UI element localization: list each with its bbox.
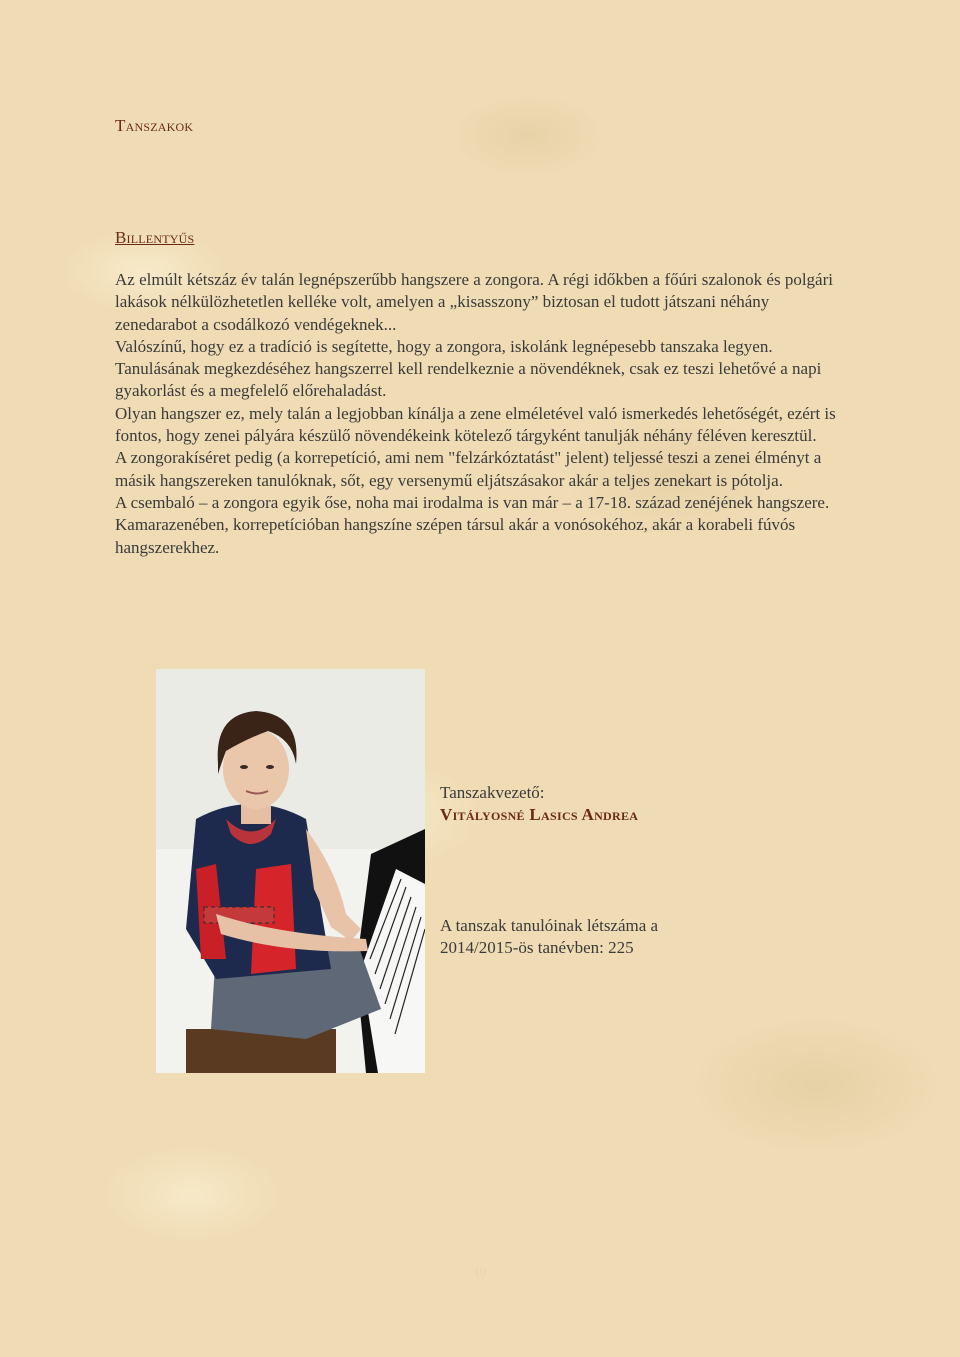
leader-name: Vitályosné Lasics Andrea (440, 805, 639, 825)
paragraph: Az elmúlt kétszáz év talán legnépszerűbb hangszere a zongora. A régi időkben a főúri szalonok és polgári lakások nélkülözhetetlen kelléke volt, amelyen a „kisasszony” biztosan el tudott játszani néhány zenedarabot a csodálkozó vendégeknek... (115, 270, 833, 334)
teacher-photo (156, 669, 425, 1073)
leader-label: Tanszakvezető: (440, 783, 545, 802)
paragraph: Olyan hangszer ez, mely talán a legjobban kínálja a zene elméletével való ismerkedés lehetőségét, ezért is fontos, hogy zenei pályára készülő növendékeink kötelező tárgyként tanulják néhány féléven keresztül. (115, 403, 836, 446)
student-count: A tanszak tanulóinak létszáma a 2014/2015-ös tanévben: 225 (440, 916, 659, 958)
paragraph: A zongorakíséret pedig (a korrepetíció, ami nem "felzárkóztatást" jelent) teljessé teszi a zenei élményt a másik hangszereken tanulóknak, sőt, egy versenymű eljátszásakor akár a teljes zenekart is pótolja. (115, 448, 822, 490)
department-leader (440, 782, 860, 827)
page-title: Tanszakok (115, 116, 194, 135)
page-number: 10 (473, 1264, 487, 1279)
paragraph: Valószínű, hogy ez a tradíció is segítette, hogy a zongora, iskolánk legnépesebb tanszaka legyen. Tanulásának megkezdéséhez hangszerrel kell rendelkeznie a növendéknek, csak ez teszi lehetővé a napi gyakorlást és a megfelelő előrehaladást. (115, 336, 822, 401)
section-heading: Billentyűs (115, 228, 195, 247)
paragraph: A csembaló – a zongora egyik őse, noha mai irodalma is van már – a 17-18. század zenéjének hangszere. Kamarazenében, korrepetícióban hangszíne szépen társul akár a vonósokéhoz, akár a korabeli fúvós hangszerekhez. (115, 492, 830, 557)
section-body (115, 269, 850, 559)
